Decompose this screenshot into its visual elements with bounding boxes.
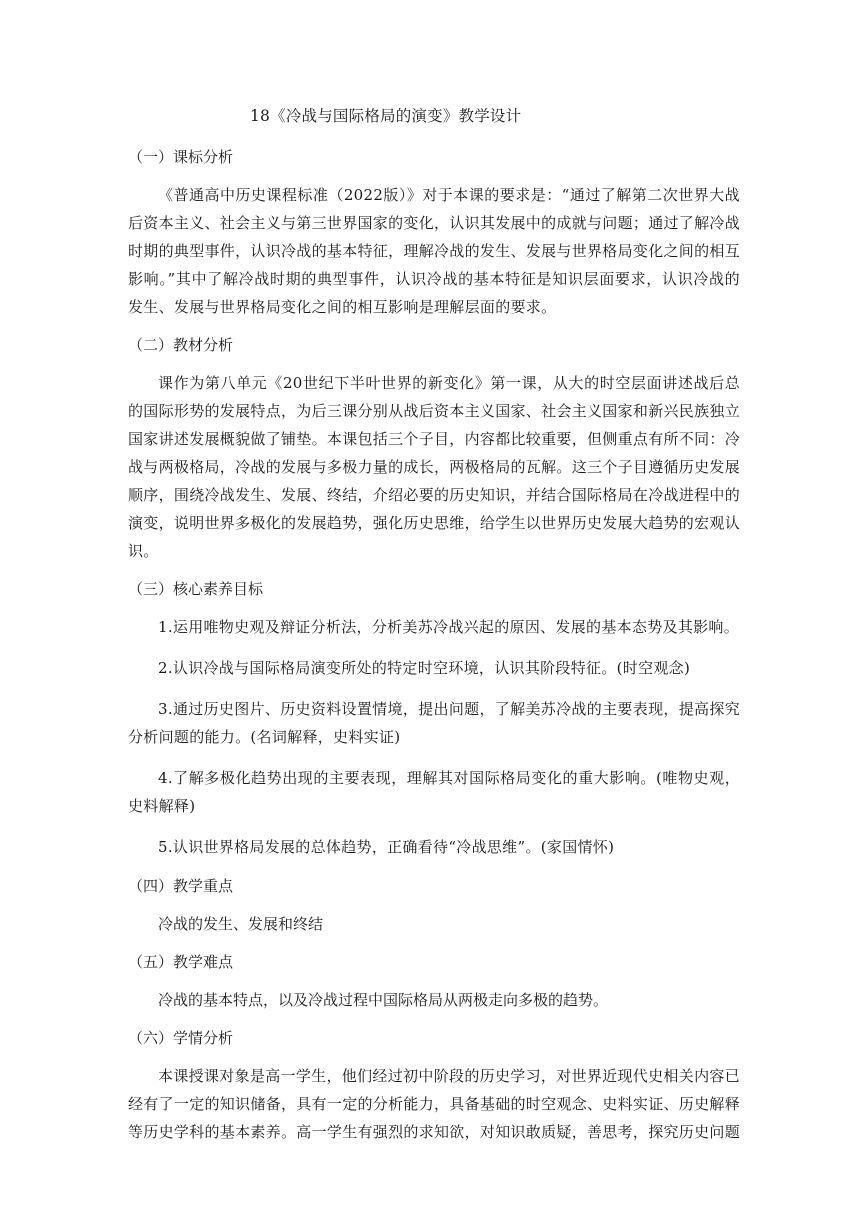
objective-item-4: 4.了解多极化趋势出现的主要表现，理解其对国际格局变化的重大影响。(唯物史观，史料解释) (128, 769, 740, 815)
textbook-analysis-paragraph: 课作为第八单元《20世纪下半叶世界的新变化》第一课，从大的时空层面讲述战后总的国际形势的发展特点，为后三课分别从战后资本主义国家、社会主义国家和新兴民族独立国家讲述发展概貌做了铺垫。本课包括三个子目，内容都比较重要，但侧重点有所不同：冷战与两极格局，冷战的发展与多极力量的成长，两极格局的瓦解。这三个子目遵循历史发展顺序，围绕冷战发生、发展、终结，介绍必要的历史知识，并结合国际格局在冷战进程中的演变，说明世界多极化的发展趋势，强化历史思维，给学生以世界历史发展大趋势的宏观认识。 (128, 374, 741, 560)
section-heading-difficulties: （五）教学难点 (128, 953, 234, 971)
objective-item-2: 2.认识冷战与国际格局演变所处的特定时空环境，认识其阶段特征。(时空观念) (158, 659, 691, 677)
curriculum-analysis-paragraph: 《普通高中历史课程标准（2022版）》对于本课的要求是：“通过了解第二次世界大战后资本主义、社会主义与第三世界国家的变化，认识其发展中的成就与问题；通过了解冷战时期的典型事件，认识冷战的基本特征，理解冷战的发生、发展与世界格局变化之间的相互影响。”其中了解冷战时期的典型事件，认识冷战的基本特征是知识层面要求，认识冷战的发生、发展与世界格局变化之间的相互影响是理解层面的要求。 (128, 186, 741, 316)
section-heading-objectives: （三）核心素养目标 (128, 580, 264, 598)
document-title: 18《冷战与国际格局的演变》教学设计 (250, 107, 522, 125)
student-analysis-paragraph: 本课授课对象是高一学生，他们经过初中阶段的历史学习，对世界近现代史相关内容已经有了一定的知识储备，具有一定的分析能力，具备基础的时空观念、史料实证、历史解释等历史学科的基本素养。高一学生有强烈的求知欲，对知识敢质疑，善思考，探究历史问题 (128, 1067, 741, 1141)
section-heading-student-analysis: （六）学情分析 (128, 1029, 234, 1047)
difficulties-text: 冷战的基本特点，以及冷战过程中国际格局从两极走向多极的趋势。 (158, 991, 609, 1009)
objective-item-3: 3.通过历史图片、历史资料设置情境，提出问题，了解美苏冷战的主要表现，提高探究分析问题的能力。(名词解释，史料实证) (128, 700, 740, 746)
objective-item-5: 5.认识世界格局发展的总体趋势，正确看待“冷战思维”。(家国情怀) (158, 838, 615, 856)
objective-item-1: 1.运用唯物史观及辩证分析法，分析美苏冷战兴起的原因、发展的基本态势及其影响。 (158, 618, 740, 636)
section-heading-textbook: （二）教材分析 (128, 336, 234, 354)
section-heading-key-points: （四）教学重点 (128, 877, 234, 895)
key-points-text: 冷战的发生、发展和终结 (158, 915, 324, 933)
section-heading-curriculum: （一）课标分析 (128, 148, 234, 166)
document-body (128, 145, 740, 1158)
